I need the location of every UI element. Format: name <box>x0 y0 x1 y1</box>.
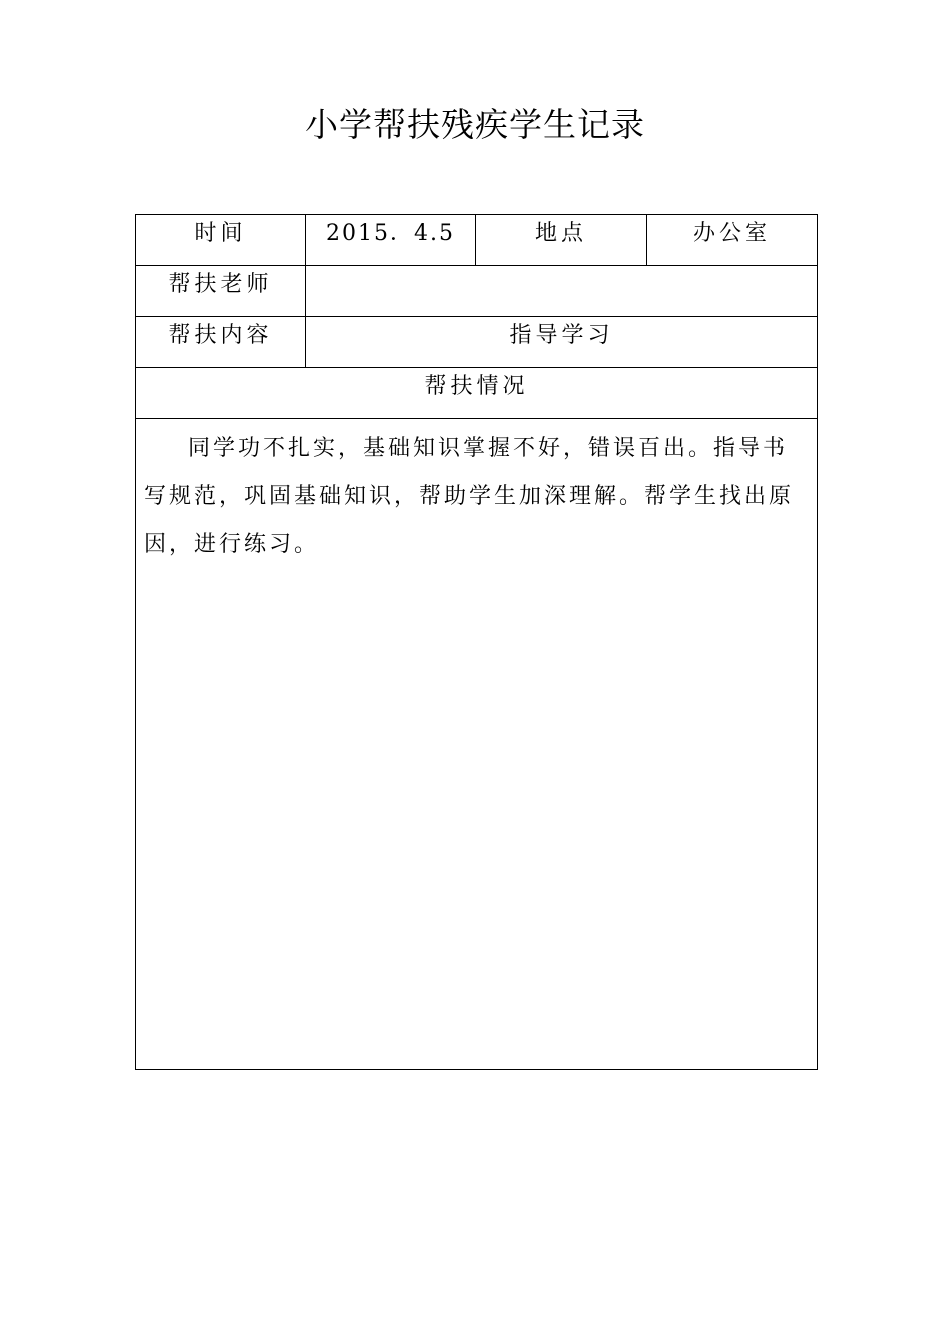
place-label: 地点 <box>476 215 647 266</box>
teacher-label: 帮扶老师 <box>136 266 306 317</box>
situation-cell <box>136 419 818 1070</box>
time-value: 2015．4.5 <box>306 215 476 266</box>
content-label: 帮扶内容 <box>136 317 306 368</box>
situation-text: 同学功不扎实，基础知识掌握不好，错误百出。指导书写规范，巩固基础知识，帮助学生加深理解。帮学生找出原因，进行练习。 <box>144 436 795 557</box>
page-title: 小学帮扶残疾学生记录 <box>305 105 645 144</box>
time-place-row <box>136 215 818 266</box>
situation-body-row <box>136 419 818 1070</box>
content-value: 指导学习 <box>306 317 818 368</box>
place-value: 办公室 <box>647 215 818 266</box>
teacher-row <box>136 266 818 317</box>
teacher-value <box>306 266 818 317</box>
record-table <box>135 214 818 1070</box>
situation-header-row <box>136 368 818 419</box>
time-label: 时间 <box>136 215 306 266</box>
content-row <box>136 317 818 368</box>
situation-header: 帮扶情况 <box>136 368 818 419</box>
